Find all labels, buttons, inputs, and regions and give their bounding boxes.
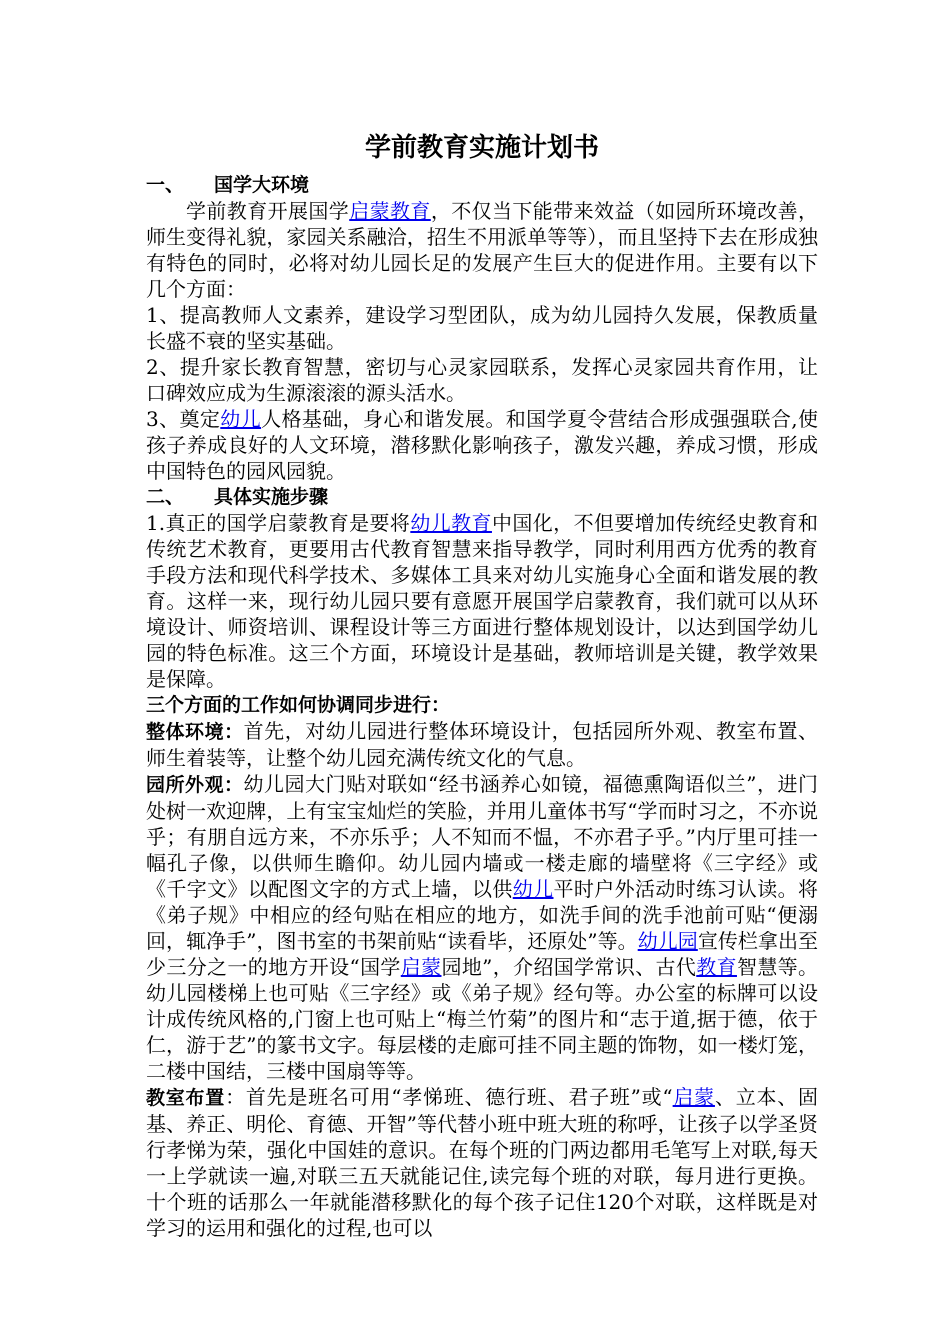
text-run: 幼儿园大门贴对联如“经书涵养心如镜，福德熏陶语似兰”，进门处树一欢迎牌，上有宝宝灿烂的笑脸，并用儿童体书写“学而时习之，不亦说乎；有朋自远方来，不亦乐乎；人不知而不愠，不亦君子乎。”内厅里可挂一幅孔子像，以供师生瞻仰。幼儿园内墙或一楼走廊的墙壁将《三字经》或《千字文》以配图文字的方式上墙，以供	[146, 772, 818, 901]
section-number: 一、	[146, 174, 185, 196]
link-jiaoyu[interactable]: 教育	[696, 955, 737, 979]
link-youer-jiaoyu[interactable]: 幼儿教育	[410, 511, 492, 535]
paragraph-campus-exterior	[146, 771, 818, 1084]
section-heading-2	[146, 484, 818, 510]
text-run: 学前教育开展国学	[186, 199, 350, 223]
paragraph-lead: 整体环境：	[146, 721, 244, 743]
text-run: 智慧等。幼儿园楼梯上也可贴《三字经》或《弟子规》经句等。办公室的标牌可以设计成传统风格的,门窗上也可贴上“梅兰竹菊”的图片和“志于道,据于德，依于仁，游于艺”的篆书文字。每层楼的走廊可挂不同主题的饰物，如一楼灯笼，二楼中国结，三楼中国扇等等。	[146, 955, 819, 1083]
link-qimeng[interactable]: 启蒙	[672, 1085, 715, 1109]
section-title: 具体实施步骤	[214, 486, 329, 508]
paragraph-lead: 园所外观：	[146, 774, 244, 796]
text-run: ：首先是班名可用“孝悌班、德行班、君子班”或“	[225, 1085, 673, 1109]
subheading-coordination: 三个方面的工作如何协调同步进行：	[146, 694, 451, 716]
link-qimeng[interactable]: 启蒙	[400, 955, 442, 979]
text-run: 平时户外活动时练习认读。将《弟子规》中相应的经句贴在相应的地方，如洗手间的洗手池前可贴“便溺回，辄净手”，图书室的书架前贴“读看毕，还原处”等。	[146, 877, 818, 953]
paragraph-classroom-layout	[146, 1084, 818, 1241]
paragraph-intro	[146, 198, 818, 302]
text-run: 1.真正的国学启蒙教育是要将	[146, 511, 411, 535]
paragraph-point-3	[146, 406, 818, 484]
text-run: 首先，对幼儿园进行整体环境设计，包括园所外观、教室布置、师生着装等，让整个幼儿园充满传统文化的气息。	[146, 719, 818, 770]
paragraph-point-2: 2、提升家长教育智慧，密切与心灵家园联系，发挥心灵家园共育作用，让口碑效应成为生源滚滚的源头活水。	[146, 355, 818, 405]
paragraph-lead: 教室布置	[146, 1087, 226, 1109]
text-run: 中国化，不但要增加传统经史教育和传统艺术教育，更要用古代教育智慧来指导教学，同时利用西方优秀的教育手段方法和现代科学技术、多媒体工具来对幼儿实施身心全面和谐发展的教育。这样一来，现行幼儿园只要有意愿开展国学启蒙教育，我们就可以从环境设计、师资培训、课程设计等三方面进行整体规划设计，以达到国学幼儿园的特色标准。这三个方面，环境设计是基础，教师培训是关键，教学效果是保障。	[146, 511, 819, 691]
paragraph-overall-environment	[146, 718, 818, 771]
text-run: 宣传栏拿出至少三分之一的地方开设“国学	[146, 929, 819, 979]
link-youeryuan[interactable]: 幼儿园	[637, 929, 698, 953]
text-run: 园地”，介绍国学常识、古代	[441, 955, 697, 979]
document-title: 学前教育实施计划书	[364, 133, 599, 163]
paragraph-step-1	[146, 510, 818, 692]
section-title: 国学大环境	[214, 174, 310, 196]
document-page	[146, 128, 818, 1241]
section-heading-1	[146, 172, 818, 198]
link-qimeng-jiaoyu[interactable]: 启蒙教育	[349, 199, 431, 223]
section-number: 二、	[146, 486, 185, 508]
link-youer[interactable]: 幼儿	[512, 877, 554, 901]
text-run: ，不仅当下能带来效益（如园所环境改善，师生变得礼貌，家园关系融洽，招生不用派单等等），而且坚持下去在形成独有特色的同时，必将对幼儿园长足的发展产生巨大的促进作用。主要有以下几个方面：	[146, 199, 819, 301]
text-run: 人格基础，身心和谐发展。和国学夏令营结合形成强强联合,使孩子养成良好的人文环境，潜移默化影响孩子，激发兴趣，养成习惯，形成中国特色的园风园貌。	[146, 407, 819, 483]
text-run: 、立本、固基、养正、明伦、育德、开智”等代替小班中班大班的称呼，让孩子以学圣贤行孝悌为荣，强化中国娃的意识。在每个班的门两边都用毛笔写上对联,每天一上学就读一遍,对联三五天就能记住,读完每个班的对联，每月进行更换。十个班的话那么一年就能潜移默化的每个孩子记住120个对联，这样既是对学习的运用和强化的过程,也可以	[146, 1085, 819, 1240]
text-run: 3、奠定	[146, 407, 221, 431]
link-youer[interactable]: 幼儿	[220, 407, 262, 431]
paragraph-point-1: 1、提高教师人文素养，建设学习型团队，成为幼儿园持久发展，保教质量长盛不衰的坚实基础。	[146, 303, 818, 353]
